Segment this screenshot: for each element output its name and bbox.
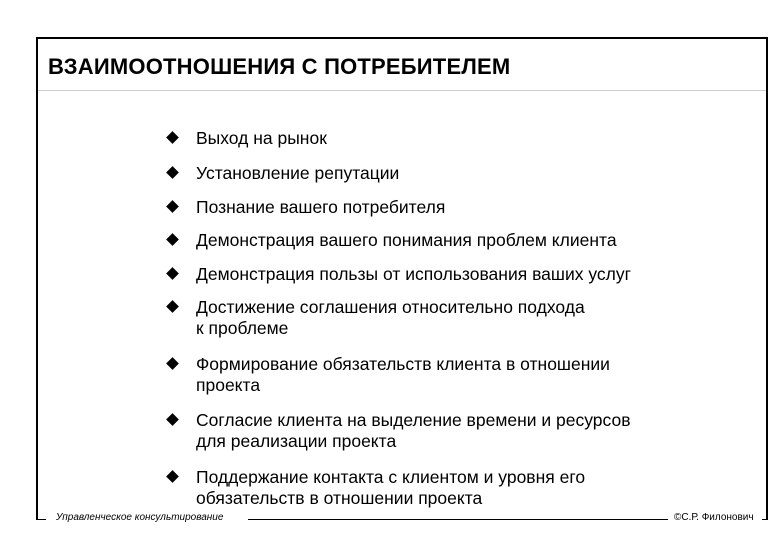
diamond-bullet-icon	[166, 300, 179, 313]
list-item-text-continued: обязательств в отношении проекта	[196, 488, 483, 508]
diamond-bullet-icon	[166, 470, 179, 483]
diamond-bullet-icon	[166, 267, 179, 280]
list-item-text: Формирование обязательств клиента в отношении	[196, 354, 610, 374]
list-item-text: Достижение соглашения относительно подхода	[196, 297, 585, 317]
diamond-bullet-icon	[166, 413, 179, 426]
list-item-text-continued: для реализации проекта	[196, 431, 397, 451]
list-item-text: Установление репутации	[196, 163, 400, 183]
list-item-text: Согласие клиента на выделение времени и ресурсов	[196, 410, 631, 430]
diamond-bullet-icon	[166, 166, 179, 179]
diamond-bullet-icon	[166, 131, 179, 144]
list-item-text: Познание вашего потребителя	[196, 197, 446, 217]
footer-copyright: ©С.Р. Филонович	[674, 512, 754, 523]
diamond-bullet-icon	[166, 233, 179, 246]
diamond-bullet-icon	[166, 357, 179, 370]
slide-title: ВЗАИМООТНОШЕНИЯ С ПОТРЕБИТЕЛЕМ	[48, 54, 511, 79]
list-item-text: Демонстрация пользы от использования ваших услуг	[196, 264, 631, 284]
list-item-text: Демонстрация вашего понимания проблем клиента	[196, 230, 617, 250]
list-item-text: Поддержание контакта с клиентом и уровня его	[196, 467, 586, 487]
list-item-text-continued: к проблеме	[196, 318, 289, 338]
footer-course-name: Управленческое консультирование	[56, 512, 224, 523]
diamond-bullet-icon	[166, 200, 179, 213]
list-item-text-continued: проекта	[196, 375, 261, 395]
list-item-text: Выход на рынок	[196, 128, 327, 148]
